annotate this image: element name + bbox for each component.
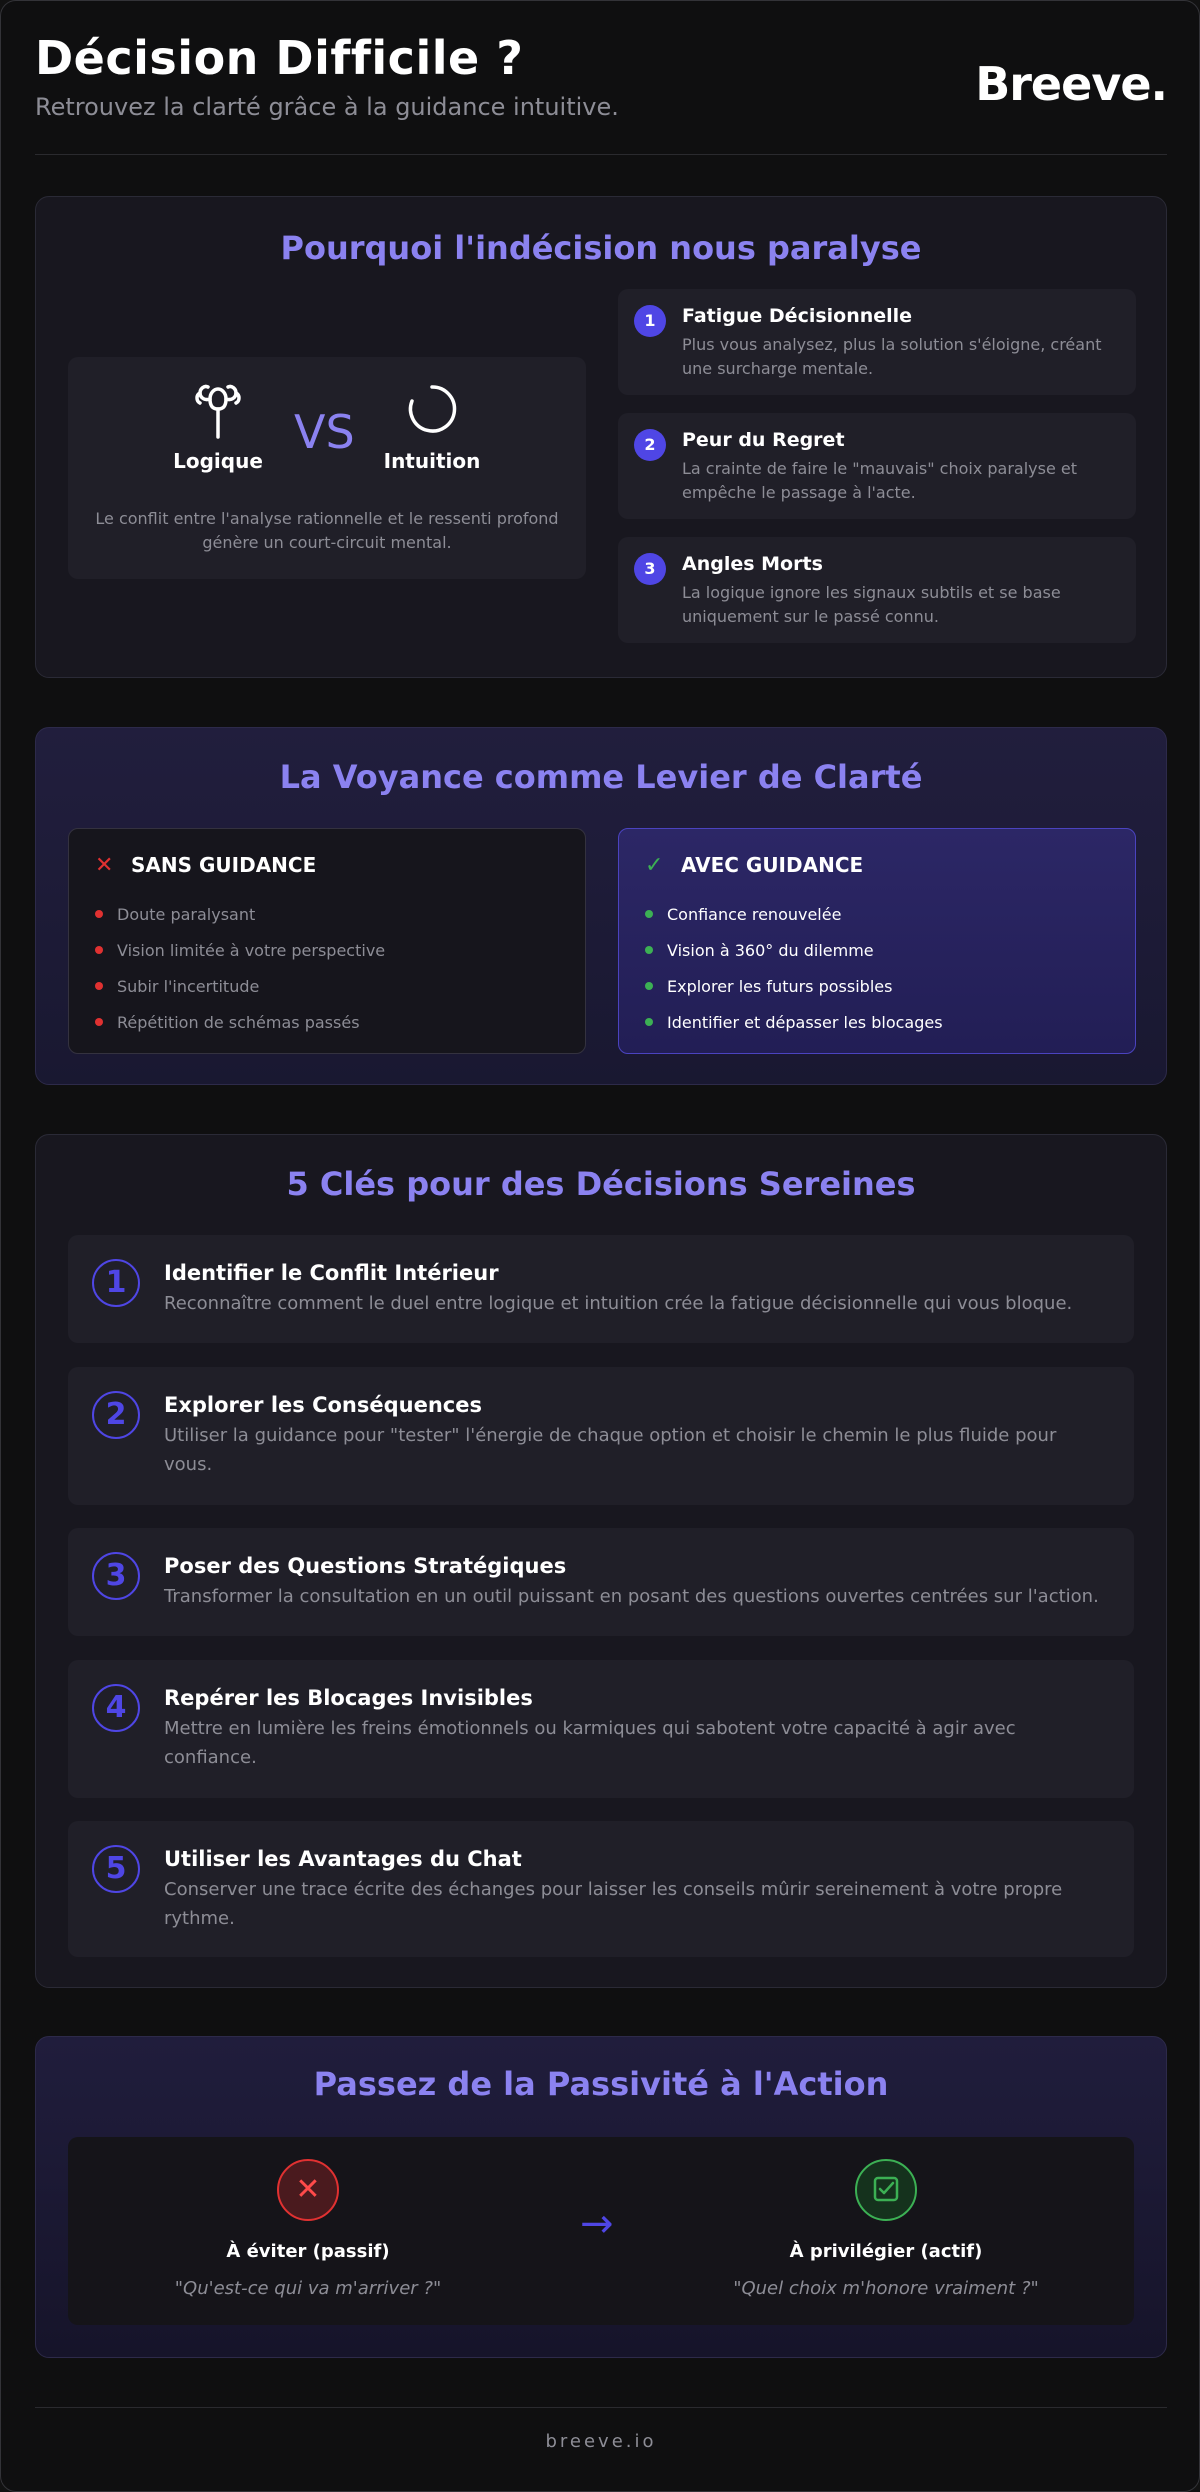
key-text: Transformer la consultation en un outil puissant en posant des questions ouvertes centrées sur l'action. <box>164 1586 1099 1607</box>
list-item: Explorer les futurs possibles <box>645 969 943 1005</box>
key-title: Explorer les Conséquences <box>164 1393 482 1417</box>
reason-text: La crainte de faire le "mauvais" choix paralyse et empêche le passage à l'acte. <box>682 459 1078 502</box>
with-guidance-list <box>645 897 943 1041</box>
key-card <box>68 1528 1134 1636</box>
reason-number-badge: 3 <box>634 553 666 585</box>
without-guidance-list <box>95 897 385 1041</box>
key-text: Mettre en lumière les freins émotionnels ou karmiques qui sabotent votre capacité à agir avec confiance. <box>164 1718 1016 1768</box>
without-guidance-heading: ✕ SANS GUIDANCE <box>95 853 317 878</box>
key-title: Utiliser les Avantages du Chat <box>164 1847 522 1871</box>
list-item: Identifier et dépasser les blocages <box>645 1005 943 1041</box>
prefer-label: À privilégier (actif) <box>789 2241 983 2262</box>
voyance-section <box>35 727 1167 1085</box>
reason-title: Fatigue Décisionnelle <box>682 305 913 327</box>
logic-label: Logique <box>173 449 263 473</box>
key-text: Reconnaître comment le duel entre logique et intuition crée la fatigue décisionnelle qui vous bloque. <box>164 1293 1073 1314</box>
key-text: Conserver une trace écrite des échanges pour laisser les conseils mûrir sereinement à votre propre rythme. <box>164 1879 1063 1929</box>
key-card <box>68 1660 1134 1798</box>
key-number: 1 <box>92 1259 140 1307</box>
without-guidance-card <box>68 828 586 1054</box>
key-title: Poser des Questions Stratégiques <box>164 1554 567 1578</box>
key-card <box>68 1821 1134 1957</box>
key-text: Utiliser la guidance pour "tester" l'énergie de chaque option et choisir le chemin le plus fluide pour vous. <box>164 1425 1057 1475</box>
reason-card <box>618 289 1136 395</box>
reason-title: Angles Morts <box>682 553 823 575</box>
reason-title: Peur du Regret <box>682 429 845 451</box>
key-title: Identifier le Conflit Intérieur <box>164 1261 499 1285</box>
action-section <box>35 2036 1167 2358</box>
avoid-quote: "Qu'est-ce qui va m'arriver ?" <box>174 2278 442 2299</box>
key-number: 5 <box>92 1845 140 1893</box>
conflict-description: Le conflit entre l'analyse rationnelle et le ressenti profond génère un court-circuit mental. <box>95 509 559 552</box>
with-guidance-card <box>618 828 1136 1054</box>
footer-link[interactable]: breeve.io <box>545 2431 657 2452</box>
list-item: Vision à 360° du dilemme <box>645 933 943 969</box>
with-guidance-heading: ✓ AVEC GUIDANCE <box>645 853 864 878</box>
arrow-right-icon: → <box>580 2201 614 2247</box>
logic-vs-intuition-card <box>68 357 586 579</box>
reason-card <box>618 537 1136 643</box>
paralysis-section <box>35 196 1167 678</box>
keys-section <box>35 1134 1167 1988</box>
reason-text: Plus vous analysez, plus la solution s'éloigne, créant une surcharge mentale. <box>682 335 1102 378</box>
section-title: La Voyance comme Levier de Clarté <box>279 758 923 796</box>
key-card <box>68 1235 1134 1343</box>
list-item: Répétition de schémas passés <box>95 1005 385 1041</box>
brain-icon <box>188 379 248 439</box>
close-icon: ✕ <box>277 2159 339 2221</box>
section-title: Pourquoi l'indécision nous paralyse <box>280 229 922 267</box>
page-title: Décision Difficile ? <box>35 31 524 85</box>
brand-logo[interactable]: Breeve. <box>975 57 1167 111</box>
prefer-quote: "Quel choix m'honore vraiment ?" <box>733 2278 1039 2299</box>
checkbox-icon <box>855 2159 917 2221</box>
close-icon: ✕ <box>95 853 114 878</box>
footer-divider <box>35 2407 1167 2408</box>
key-card <box>68 1367 1134 1505</box>
reason-card <box>618 413 1136 519</box>
key-title: Repérer les Blocages Invisibles <box>164 1686 533 1710</box>
action-comparison-card <box>68 2137 1134 2325</box>
list-item: Vision limitée à votre perspective <box>95 933 385 969</box>
check-icon: ✓ <box>645 853 664 878</box>
list-item: Doute paralysant <box>95 897 385 933</box>
intuition-item <box>372 379 492 473</box>
header <box>35 31 1167 155</box>
section-title: Passez de la Passivité à l'Action <box>313 2065 889 2103</box>
vs-text: VS <box>294 405 355 459</box>
circle-arc-icon <box>402 379 462 439</box>
reason-number-badge: 2 <box>634 429 666 461</box>
logic-item <box>158 379 278 473</box>
key-number: 3 <box>92 1552 140 1600</box>
avoid-label: À éviter (passif) <box>226 2241 390 2262</box>
intuition-label: Intuition <box>383 449 481 473</box>
reason-number-badge: 1 <box>634 305 666 337</box>
key-number: 2 <box>92 1391 140 1439</box>
section-title: 5 Clés pour des Décisions Sereines <box>286 1165 916 1203</box>
key-number: 4 <box>92 1684 140 1732</box>
page-subtitle: Retrouvez la clarté grâce à la guidance intuitive. <box>35 93 619 121</box>
reason-text: La logique ignore les signaux subtils et se base uniquement sur le passé connu. <box>682 583 1061 626</box>
prefer-item <box>706 2159 1066 2299</box>
list-item: Subir l'incertitude <box>95 969 385 1005</box>
list-item: Confiance renouvelée <box>645 897 943 933</box>
avoid-item <box>128 2159 488 2299</box>
